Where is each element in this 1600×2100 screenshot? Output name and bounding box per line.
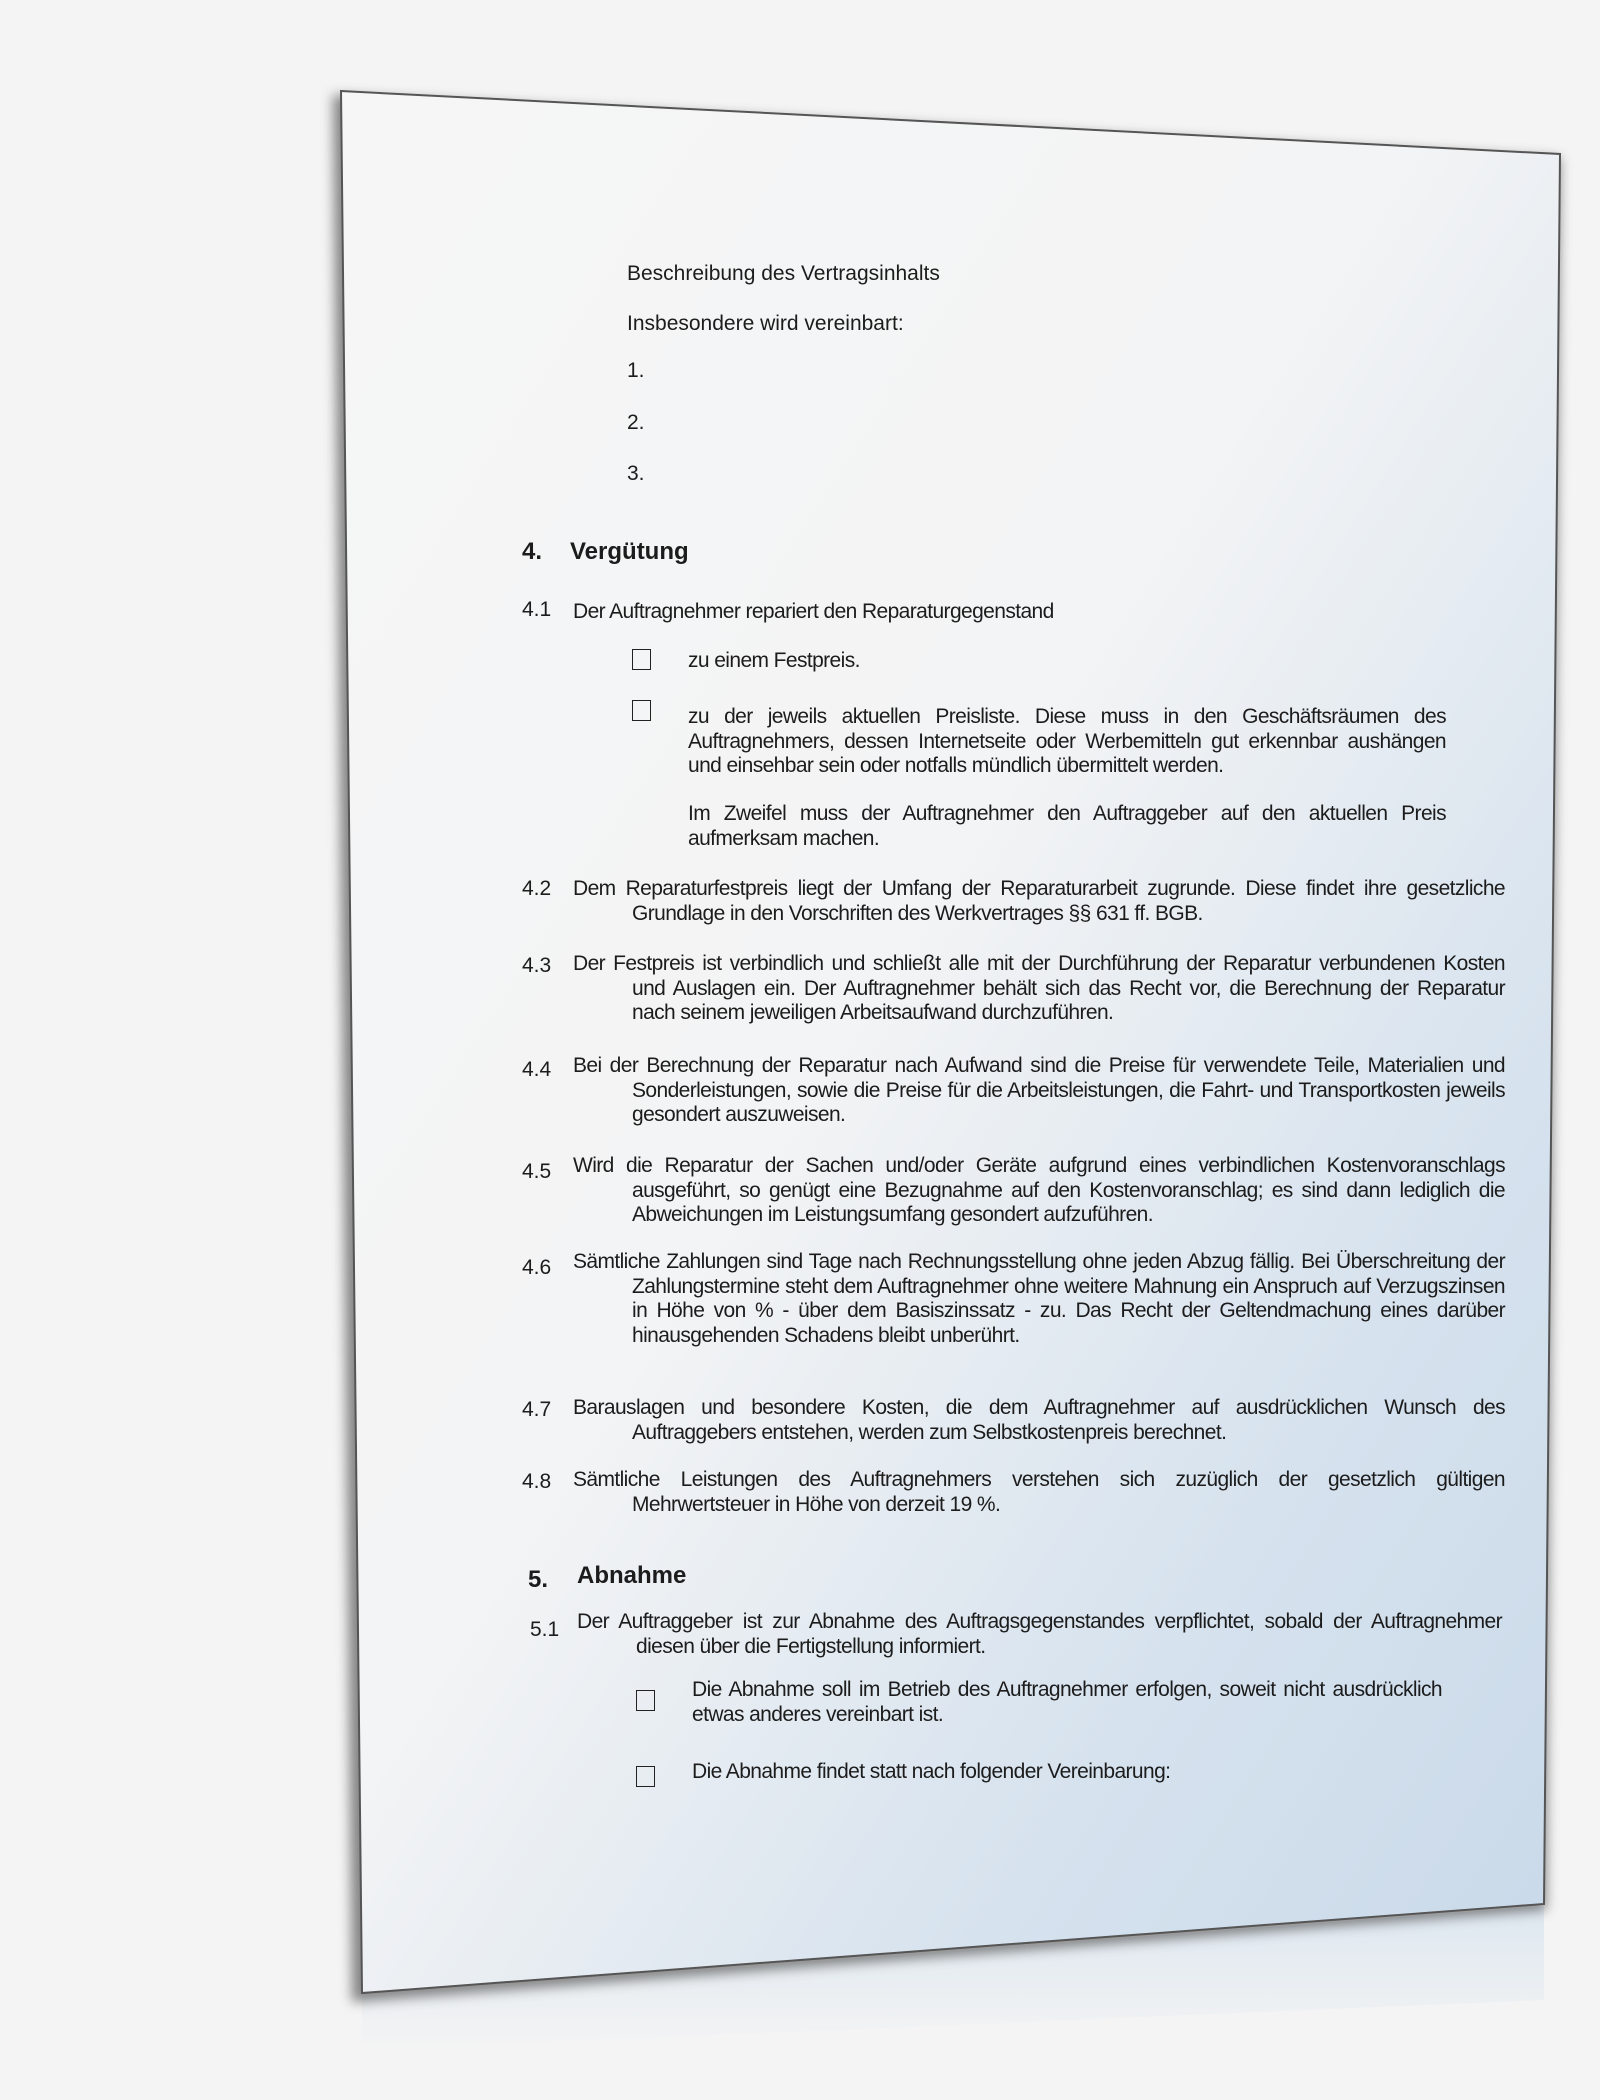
clause-4-6-text: Sämtliche Zahlungen sind Tage nach Rechnungsstellung ohne jeden Abzug fällig. Bei Überschreitung der Zahlungstermine steht dem Auftragnehmer ohne weitere Mahnung ein Anspruch auf Verzugszinsen in Höhe von % - über dem Basiszinssatz - zu. Das Recht der Geltendmachung eines darüber hinausgehenden Schadens bleibt unberührt. [573, 1250, 1505, 1347]
contract-description-label: Beschreibung des Vertragsinhalts [627, 262, 940, 285]
clause-4-7-text: Barauslagen und besondere Kosten, die dem Auftragnehmer auf ausdrücklichen Wunsch des Auftraggebers entstehen, werden zum Selbstkostenpreis berechnet. [573, 1396, 1505, 1444]
section-4-title: Vergütung [570, 538, 689, 565]
acceptance-by-agreement-checkbox[interactable] [636, 1766, 655, 1787]
clause-4-1-text: Der Auftragnehmer repariert den Reparaturgegenstand [573, 600, 1054, 623]
clause-4-7-number: 4.7 [522, 1398, 552, 1421]
clause-4-3-number: 4.3 [522, 954, 552, 977]
acceptance-at-business-checkbox[interactable] [636, 1690, 655, 1711]
acceptance-at-business-label: Die Abnahme soll im Betrieb des Auftragnehmer erfolgen, soweit nicht ausdrücklich etwas anderes vereinbart ist. [692, 1678, 1442, 1726]
clause-5-1-text: Der Auftraggeber ist zur Abnahme des Auftragsgegenstandes verpflichtet, sobald der Auftragnehmer diesen über die Fertigstellung informiert. [577, 1610, 1502, 1658]
fixed-price-option-label: zu einem Festpreis. [688, 649, 860, 672]
clause-4-4-number: 4.4 [522, 1058, 552, 1081]
clause-4-8-text: Sämtliche Leistungen des Auftragnehmers verstehen sich zuzüglich der gesetzlich gültigen Mehrwertsteuer in Höhe von derzeit 19 %. [573, 1468, 1505, 1516]
clause-4-5-number: 4.5 [522, 1160, 552, 1183]
section-5-number: 5. [528, 1566, 549, 1593]
agreement-intro: Insbesondere wird vereinbart: [627, 312, 904, 335]
section-4-number: 4. [522, 538, 543, 565]
clause-5-1-number: 5.1 [530, 1618, 560, 1641]
clause-4-3-text: Der Festpreis ist verbindlich und schließt alle mit der Durchführung der Reparatur verbundenen Kosten und Auslagen ein. Der Auftragnehmer behält sich das Recht vor, die Berechnung der Reparatur nach seinem jeweiligen Arbeitsaufwand durchzuführen. [573, 952, 1505, 1024]
price-list-option-label: zu der jeweils aktuellen Preisliste. Diese muss in den Geschäftsräumen des Auftragnehmers, dessen Internetseite oder Werbemitteln gut erkennbar aushängen und einsehbar sein oder notfalls mündlich übermittelt werden. [688, 705, 1446, 777]
price-list-note: Im Zweifel muss der Auftragnehmer den Auftraggeber auf den aktuellen Preis aufmerksam machen. [688, 802, 1446, 850]
clause-4-4-text: Bei der Berechnung der Reparatur nach Aufwand sind die Preise für verwendete Teile, Materialien und Sonderleistungen, sowie die Preise für die Arbeitsleistungen, die Fahrt- und Transportkosten jeweils gesondert auszuweisen. [573, 1054, 1505, 1126]
fixed-price-checkbox[interactable] [632, 649, 651, 670]
section-5-title: Abnahme [577, 1562, 687, 1589]
clause-4-2-text: Dem Reparaturfestpreis liegt der Umfang der Reparaturarbeit zugrunde. Diese findet ihre gesetzliche Grundlage in den Vorschriften des Werkvertrages §§ 631 ff. BGB. [573, 877, 1505, 925]
clause-4-6-number: 4.6 [522, 1256, 552, 1279]
acceptance-by-agreement-label: Die Abnahme findet statt nach folgender Vereinbarung: [692, 1760, 1171, 1783]
clause-4-1-number: 4.1 [522, 598, 552, 621]
clause-4-5-text: Wird die Reparatur der Sachen und/oder Geräte aufgrund eines verbindlichen Kostenvoranschlags ausgeführt, so genügt eine Bezugnahme auf den Kostenvoranschlag; es sind dann lediglich die Abweichungen im Leistungsumfang gesondert aufzuführen. [573, 1154, 1505, 1226]
agreement-item-2: 2. [627, 411, 645, 434]
clause-4-2-number: 4.2 [522, 877, 552, 900]
clause-4-8-number: 4.8 [522, 1470, 552, 1493]
agreement-item-3: 3. [627, 462, 645, 485]
price-list-checkbox[interactable] [632, 700, 651, 721]
agreement-item-1: 1. [627, 359, 645, 382]
